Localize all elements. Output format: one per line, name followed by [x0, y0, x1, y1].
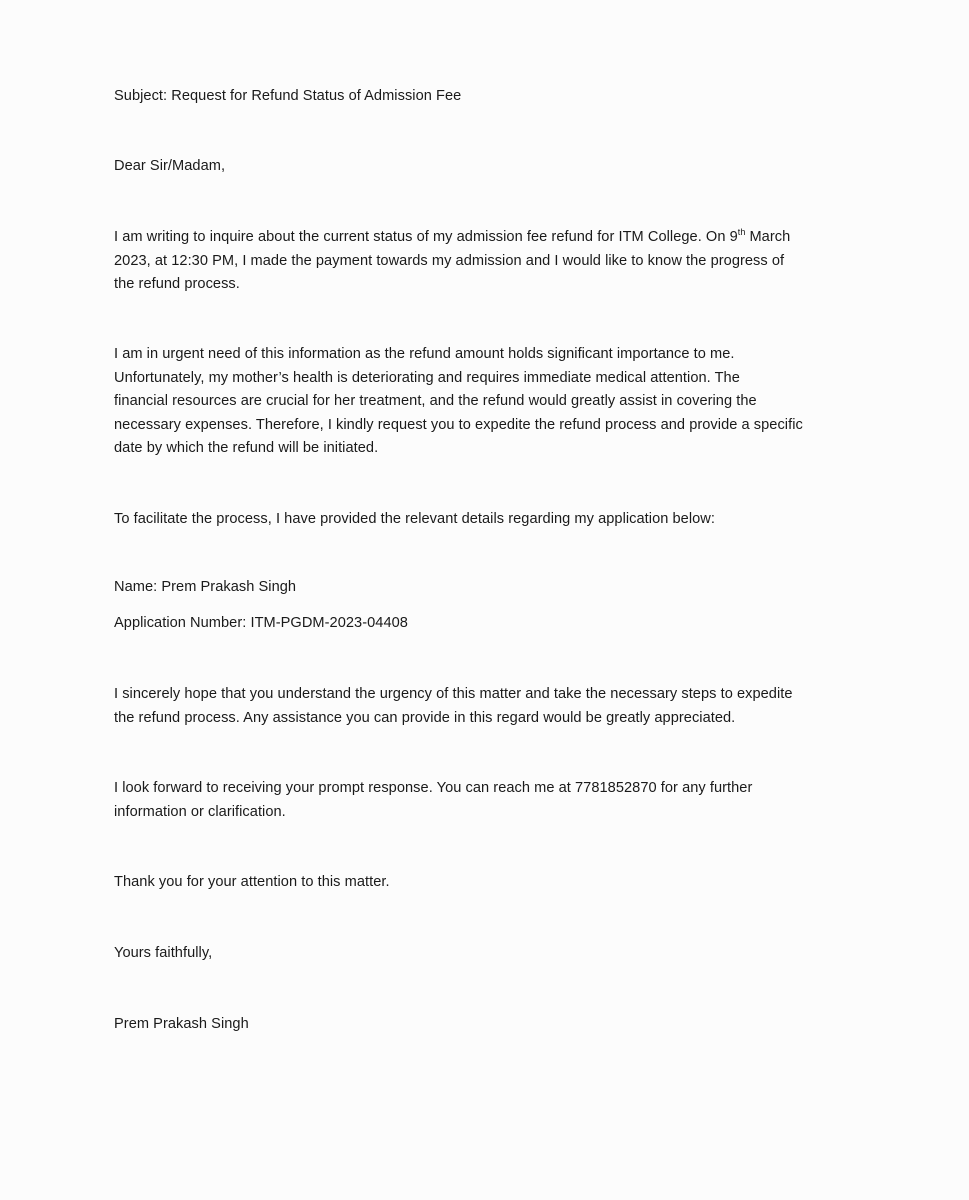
superscript: th — [737, 227, 746, 237]
thanks-line: Thank you for your attention to this matter. — [114, 874, 390, 890]
paragraph-contact — [114, 777, 859, 824]
paragraph-line: I am in urgent need of this information as the refund amount holds significant importance to me. — [114, 346, 735, 362]
paragraph-line: financial resources are crucial for her treatment, and the refund would greatly assist in covering the — [114, 393, 757, 409]
paragraph-line: I sincerely hope that you understand the urgency of this matter and take the necessary steps to expedite — [114, 686, 793, 702]
paragraph-request — [114, 683, 859, 730]
text-segment: March — [745, 229, 791, 245]
signature-name: Prem Prakash Singh — [114, 1016, 249, 1032]
paragraph-line — [114, 226, 859, 250]
paragraph-inquiry — [114, 226, 859, 297]
paragraph-details-intro: To facilitate the process, I have provided the relevant details regarding my application below: — [114, 511, 715, 527]
application-number: Application Number: ITM-PGDM-2023-04408 — [114, 615, 408, 631]
paragraph-line: date by which the refund will be initiated. — [114, 440, 379, 456]
paragraph-line: Unfortunately, my mother’s health is deteriorating and requires immediate medical attention. The — [114, 369, 740, 386]
paragraph-line: necessary expenses. Therefore, I kindly request you to expedite the refund process and provide a specific — [114, 416, 803, 433]
closing-line: Yours faithfully, — [114, 945, 213, 961]
paragraph-line: 2023, at 12:30 PM, I made the payment towards my admission and I would like to know the progress of — [114, 252, 785, 269]
paragraph-line: the refund process. — [114, 276, 240, 292]
paragraph-urgency — [114, 343, 859, 461]
paragraph-line: the refund process. Any assistance you can provide in this regard would be greatly appreciated. — [114, 709, 736, 726]
text-segment: I am writing to inquire about the current status of my admission fee refund for ITM College. On 9 — [114, 229, 738, 245]
subject-line: Subject: Request for Refund Status of Admission Fee — [114, 88, 462, 104]
paragraph-line: I look forward to receiving your prompt response. You can reach me at 7781852870 for any further — [114, 780, 753, 796]
paragraph-line: information or clarification. — [114, 803, 286, 820]
applicant-name: Name: Prem Prakash Singh — [114, 579, 297, 595]
salutation: Dear Sir/Madam, — [114, 158, 226, 174]
